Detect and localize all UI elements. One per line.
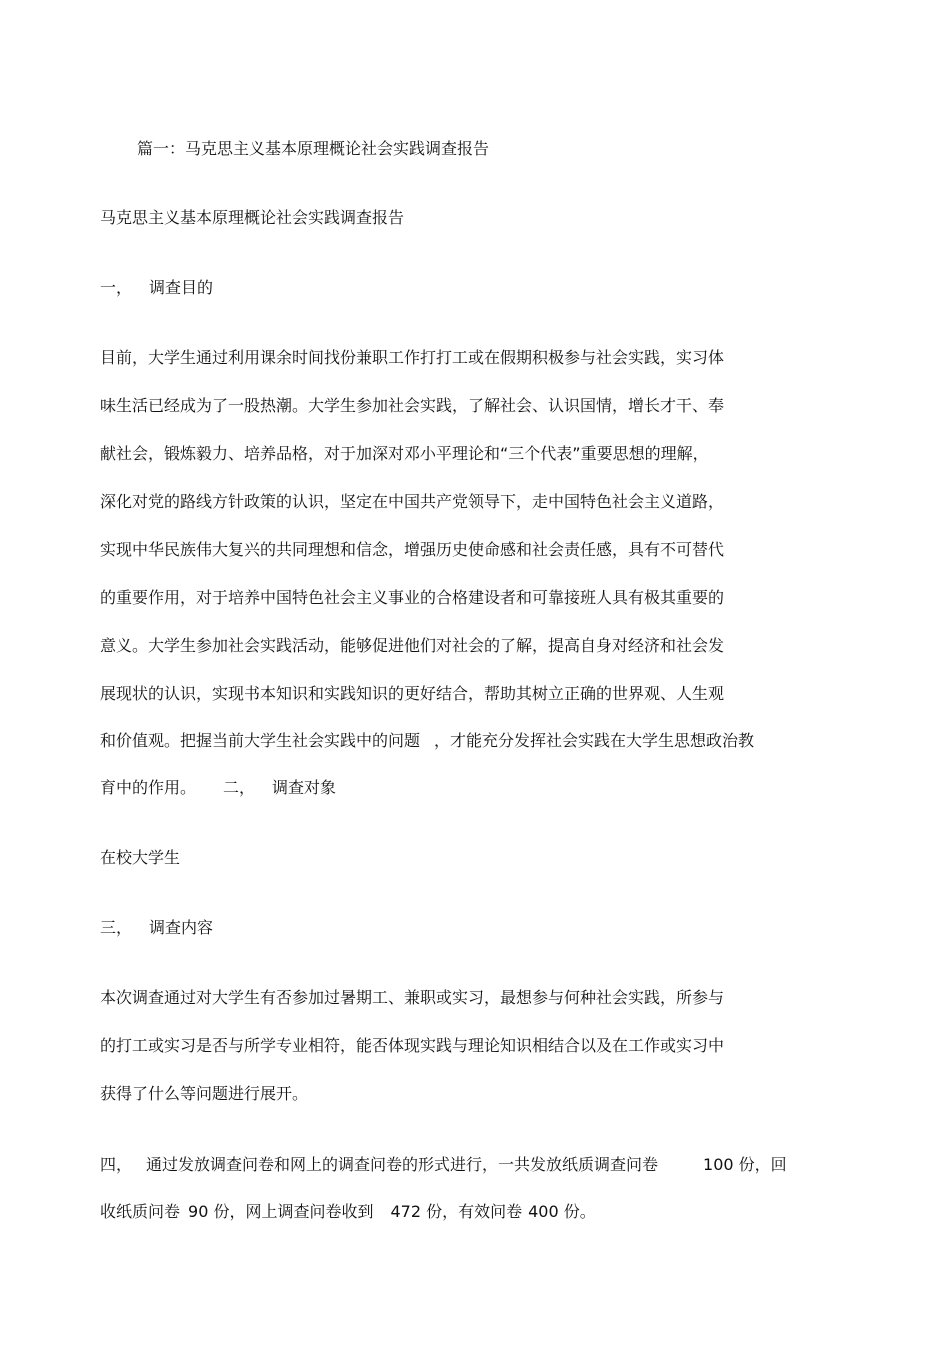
paragraph-line: 实现中华民族伟大复兴的共同理想和信念，增强历史使命感和社会责任感，具有不可替代 (100, 540, 725, 559)
paragraph-line: 意义。大学生参加社会实践活动，能够促进他们对社会的了解，提高自身对经济和社会发 (100, 636, 725, 655)
paragraph-fragment: 育中的作用。 (100, 778, 197, 797)
section-2-title: 调查对象 (272, 778, 337, 797)
paragraph-fragment: 400 份。 (528, 1202, 596, 1221)
paragraph-line: 的打工或实习是否与所学专业相符，能否体现实践与理论知识相结合以及在工作或实习中 (100, 1036, 725, 1055)
section-1-title: 调查目的 (149, 278, 214, 297)
paragraph-line (100, 1202, 596, 1222)
paragraph-line: 深化对党的路线方针政策的认识，坚定在中国共产党领导下，走中国特色社会主义道路， (100, 492, 725, 511)
paragraph-line: 献社会，锻炼毅力、培养品格，对于加深对邓小平理论和“三个代表”重要思想的理解， (100, 444, 709, 463)
paragraph-line (100, 731, 754, 751)
report-title: 马克思主义基本原理概论社会实践调查报告 (100, 208, 405, 227)
paragraph-fragment: 收纸质问卷 (100, 1202, 181, 1221)
paragraph-line (100, 1155, 787, 1175)
paragraph-fragment: 90 份，网上调查问卷收到 (188, 1202, 374, 1221)
paragraph-line: 展现状的认识，实现书本知识和实践知识的更好结合，帮助其树立正确的世界观、人生观 (100, 684, 725, 703)
survey-object-text: 在校大学生 (100, 848, 181, 867)
paragraph-fragment: 通过发放调查问卷和网上的调查问卷的形式进行，一共发放纸质调查问卷 (146, 1155, 659, 1174)
section-1-heading (100, 278, 213, 298)
section-3-number: 三， (100, 918, 133, 937)
section-3-title: 调查内容 (149, 918, 214, 937)
chapter-title: 篇一：马克思主义基本原理概论社会实践调查报告 (137, 139, 490, 158)
paragraph-fragment: 100 份，回 (703, 1155, 787, 1174)
paragraph-line: 本次调查通过对大学生有否参加过暑期工、兼职或实习，最想参与何种社会实践，所参与 (100, 988, 725, 1007)
paragraph-fragment: 472 份，有效问卷 (390, 1202, 523, 1221)
paragraph-line: 的重要作用，对于培养中国特色社会主义事业的合格建设者和可靠接班人具有极其重要的 (100, 588, 725, 607)
section-4-number: 四， (100, 1155, 133, 1174)
section-3-heading (100, 918, 213, 938)
paragraph-line: 获得了什么等问题进行展开。 (100, 1084, 309, 1103)
section-1-number: 一， (100, 278, 133, 297)
paragraph-fragment: 和价值观。把握当前大学生社会实践中的问题 (100, 731, 421, 750)
paragraph-line (100, 778, 336, 798)
paragraph-fragment: ，才能充分发挥社会实践在大学生思想政治教 (434, 731, 755, 750)
section-2-number: 二， (223, 778, 256, 797)
paragraph-line: 味生活已经成为了一股热潮。大学生参加社会实践，了解社会、认识国情，增长才干、奉 (100, 396, 725, 415)
paragraph-line: 目前，大学生通过利用课余时间找份兼职工作打打工或在假期积极参与社会实践，实习体 (100, 348, 725, 367)
